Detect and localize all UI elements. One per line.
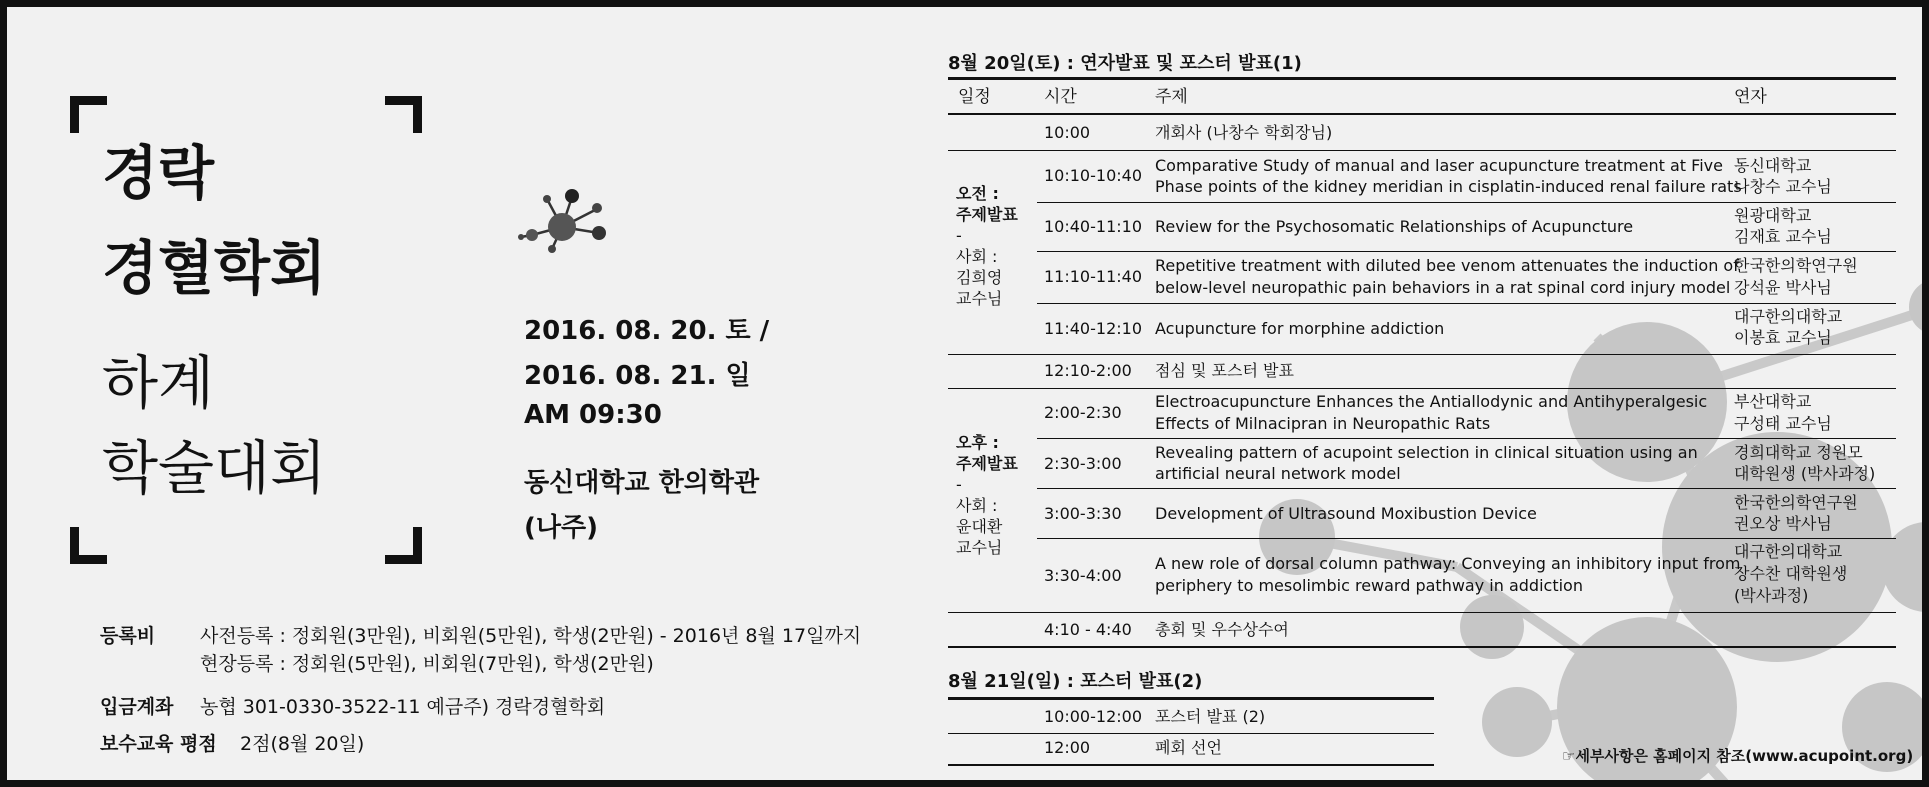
- row-time: 10:10-10:40: [1044, 166, 1142, 185]
- row-divider: [948, 612, 1896, 613]
- row-topic-line2: artificial neural network model: [1155, 464, 1401, 483]
- event-date-1: 2016. 08. 20. 토 /: [524, 316, 770, 346]
- row-speaker-line1: 경희대학교 정원모: [1734, 443, 1863, 462]
- row-topic: Review for the Psychosomatic Relationships of Acupuncture: [1155, 217, 1634, 236]
- bracket-corner-top-left: [70, 96, 107, 133]
- day2-row-time: 12:00: [1044, 738, 1091, 757]
- header-topic: 주제: [1155, 87, 1188, 107]
- row-divider: [948, 150, 1896, 151]
- row-topic-line1: A new role of dorsal column pathway: Conveying an inhibitory input from: [1155, 554, 1741, 573]
- row-divider: [1037, 251, 1896, 252]
- row-topic-line2: periphery to mesolimbic reward pathway in addiction: [1155, 576, 1583, 595]
- row-time: 3:30-4:00: [1044, 566, 1122, 585]
- row-divider: [1037, 488, 1896, 489]
- row-speaker-line2: 장수찬 대학원생: [1734, 564, 1848, 583]
- fee-label: 등록비: [100, 625, 156, 647]
- day2-title: 8월 21일(일) : 포스터 발표(2): [948, 671, 1203, 692]
- day2-row-time: 10:00-12:00: [1044, 707, 1142, 726]
- row-topic-line1: Comparative Study of manual and laser acupuncture treatment at Five: [1155, 156, 1723, 175]
- header-schedule: 일정: [958, 87, 991, 107]
- account-label: 입금계좌: [100, 696, 174, 718]
- molecule-icon: [517, 187, 607, 257]
- row-divider: [948, 388, 1896, 389]
- event-date-2: 2016. 08. 21. 일: [524, 361, 751, 391]
- title-line-2: 경혈학회: [102, 234, 327, 302]
- row-time: 10:40-11:10: [1044, 217, 1142, 236]
- row-speaker-line1: 대구한의대학교: [1734, 542, 1843, 561]
- row-time: 3:00-3:30: [1044, 504, 1122, 523]
- bracket-corner-bottom-left: [70, 527, 107, 564]
- row-topic-line1: Revealing pattern of acupoint selection in clinical situation using an: [1155, 443, 1698, 462]
- day1-title: 8월 20일(토) : 연자발표 및 포스터 발표(1): [948, 53, 1302, 74]
- row-divider: [948, 354, 1896, 355]
- title-line-1: 경락: [102, 139, 215, 207]
- credit-label: 보수교육 평점: [100, 733, 217, 755]
- row-speaker-line1: 동신대학교: [1734, 156, 1812, 175]
- row-divider: [1037, 303, 1896, 304]
- row-topic: Acupuncture for morphine addiction: [1155, 319, 1445, 338]
- row-speaker-line1: 대구한의대학교: [1734, 307, 1843, 326]
- day2-row-divider: [948, 733, 1434, 734]
- row-speaker-line1: 한국한의학연구원: [1734, 256, 1858, 275]
- row-topic-line2: below-level neuropathic pain behaviors in a rat spinal cord injury model: [1155, 278, 1731, 297]
- venue-name: 동신대학교 한의학관: [524, 468, 760, 498]
- row-topic: Development of Ultrasound Moxibustion Device: [1155, 504, 1537, 523]
- day2-top-rule: [948, 697, 1434, 700]
- morning-session-label: 오전 : 주제발표 - 사회 : 김희영 교수님: [956, 184, 1018, 308]
- table-bottom-rule: [948, 646, 1896, 648]
- row-speaker-line2: 구성태 교수님: [1734, 414, 1832, 433]
- day2-row-topic: 포스터 발표 (2): [1155, 707, 1266, 726]
- bank-account: 농협 301-0330-3522-11 예금주) 경락경혈학회: [200, 696, 606, 718]
- title-line-4: 학술대회: [102, 434, 327, 502]
- row-speaker-line1: 한국한의학연구원: [1734, 493, 1858, 512]
- header-rule: [948, 113, 1896, 115]
- row-speaker-line3: (박사과정): [1734, 586, 1809, 605]
- row-time: 11:10-11:40: [1044, 267, 1142, 286]
- row-speaker-line2: 이봉효 교수님: [1734, 328, 1832, 347]
- row-time: 2:00-2:30: [1044, 403, 1122, 422]
- fee-pre-registration: 사전등록 : 정회원(3만원), 비회원(5만원), 학생(2만원) - 2016년 8월 17일까지: [200, 625, 862, 647]
- title-line-3: 하계: [102, 349, 215, 417]
- row-speaker-line2: 강석윤 박사님: [1734, 278, 1832, 297]
- row-topic-line2: Phase points of the kidney meridian in cisplatin-induced renal failure rats: [1155, 177, 1742, 196]
- venue-location: (나주): [524, 513, 598, 543]
- homepage-note: ☞세부사항은 홈페이지 참조(www.acupoint.org): [1562, 747, 1914, 765]
- bracket-corner-bottom-right: [385, 527, 422, 564]
- row-divider: [1037, 202, 1896, 203]
- row-topic-line2: Effects of Milnacipran in Neuropathic Rats: [1155, 414, 1491, 433]
- day2-bottom-rule: [948, 764, 1434, 766]
- row-speaker-line2: 대학원생 (박사과정): [1734, 464, 1876, 483]
- row-topic: 점심 및 포스터 발표: [1155, 361, 1294, 380]
- bracket-corner-top-right: [385, 96, 422, 133]
- table-top-rule: [948, 77, 1896, 80]
- row-speaker-line2: 권오상 박사님: [1734, 514, 1832, 533]
- row-speaker-line2: 김재효 교수님: [1734, 227, 1832, 246]
- row-topic-line1: Repetitive treatment with diluted bee venom attenuates the induction of: [1155, 256, 1739, 275]
- fee-onsite-registration: 현장등록 : 정회원(5만원), 비회원(7만원), 학생(2만원): [200, 653, 654, 675]
- row-topic-line1: Electroacupuncture Enhances the Antiallodynic and Antihyperalgesic: [1155, 392, 1708, 411]
- row-topic: 총회 및 우수상수여: [1155, 620, 1289, 639]
- afternoon-session-label: 오후 : 주제발표 - 사회 : 윤대환 교수님: [956, 433, 1018, 557]
- day2-row-topic: 폐회 선언: [1155, 738, 1222, 757]
- row-divider: [1037, 438, 1896, 439]
- event-time: AM 09:30: [524, 400, 662, 430]
- header-speaker: 연자: [1734, 87, 1767, 107]
- row-speaker-line2: 나창수 교수님: [1734, 177, 1832, 196]
- row-speaker-line1: 원광대학교: [1734, 206, 1812, 225]
- credit-value: 2점(8월 20일): [240, 733, 365, 755]
- row-time: 2:30-3:00: [1044, 454, 1122, 473]
- row-time: 12:10-2:00: [1044, 361, 1132, 380]
- row-time: 4:10 - 4:40: [1044, 620, 1132, 639]
- row-divider: [1037, 538, 1896, 539]
- row-time: 10:00: [1044, 123, 1091, 142]
- row-topic: 개회사 (나창수 학회장님): [1155, 123, 1333, 142]
- header-time: 시간: [1044, 87, 1077, 107]
- row-speaker-line1: 부산대학교: [1734, 392, 1812, 411]
- row-time: 11:40-12:10: [1044, 319, 1142, 338]
